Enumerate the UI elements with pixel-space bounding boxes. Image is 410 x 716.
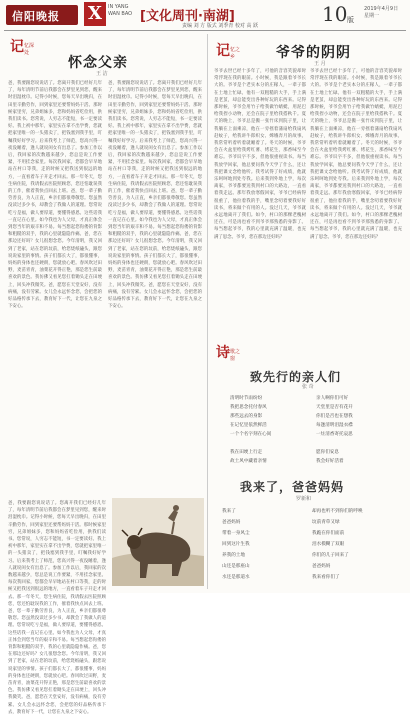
column-logo-left bbox=[10, 36, 35, 56]
poem-line: 你们是否也在想我 bbox=[316, 414, 353, 419]
poem-logo-char: 诗 bbox=[216, 345, 230, 361]
poem-line: 故土风中藏着亲情 bbox=[230, 459, 267, 464]
section-title: [文化周刊·南湖] bbox=[140, 9, 235, 24]
poem-line: 我来看你们了 bbox=[312, 575, 340, 580]
masthead-text: 信阳晚报 bbox=[12, 10, 60, 23]
date-line: 2019年4月9日 bbox=[364, 6, 399, 12]
poem-line: 你们的儿子回来了 bbox=[312, 553, 349, 558]
article-body-right-col2: 爷爷去世已经十多年了，可他的音容笑貌却时常浮现在我的眼前。小时候，我是跟着爷爷长大的。爷爷是个老实本分的庄稼人，一辈子都在土地上忙碌。他有一双粗糙的大手，手上满是老茧，却总能变出各种好玩的东西来。记得那时候，爷爷会用竹子给我做竹蜻蜓，用泥巴给我捏小动物，还会在院子里给我搭秋千。夏天的晚上，爷爷总是搬一张竹床到院子里，让我躺在上面乘凉，他在一旁摇着蒲扇给我扇风赶蚊子，给我讲牛郎织女、嫦娥奔月的故事。我常常听着听着就睡着了。冬天的时候，爷爷会在火盆里给我烤红薯、烤花生，那香味至今难忘。爷爷识字不多，但他很重视读书。每当我放学回家，他总要问我今天学了什么，还让我把课文念给他听。我考试得了好成绩，他就乐呵呵地到处夸我。后来我到外地上学，每次离家，爷爷都要送我到村口的大路边，一直看着我走远。那年我放寒假回家，爷爷已经病得很重了，他拉着我的手，嘴里念叨着要我好好读书，将来做个有用的人。没过几天，爷爷就永远地离开了我们。如今，村口的那棵老槐树还在，可是再也看不到爷爷那熟悉的身影了。每当想起爷爷，我的心里就充满了温暖，也充满了思念。爷爷，您在那边还好吗？ bbox=[310, 69, 402, 240]
poem-line: 我把思念托付春风 bbox=[230, 405, 267, 410]
poem-line: 一炷清香寄托哀思 bbox=[316, 432, 353, 437]
poem-line: 我会好好活着 bbox=[316, 459, 344, 464]
poem-line: 坟前青草又绿 bbox=[312, 520, 340, 525]
poem-line: 爸爸妈妈 bbox=[312, 564, 331, 569]
article-byline-right: 王 月 bbox=[314, 61, 326, 67]
poem-2-col-left bbox=[222, 506, 308, 583]
poem-line: 亲人啊你们可好 bbox=[316, 396, 349, 401]
poem-line: 清明时节雨纷纷 bbox=[230, 396, 263, 401]
editor-credits: 责编 刘 方 版式 刘季青 校对 高 跃 bbox=[182, 23, 259, 29]
poem-line: 那些远去的身影 bbox=[230, 414, 263, 419]
column-divider bbox=[207, 34, 208, 589]
poem-line: 带着一身风尘 bbox=[222, 531, 250, 536]
edition-letter: X bbox=[84, 2, 106, 26]
poem-line: 泪水模糊了双眼 bbox=[312, 542, 345, 547]
poem-1-col-right bbox=[316, 394, 402, 466]
poem-1-col-left bbox=[230, 394, 310, 466]
article-byline-left: 王 洁 bbox=[96, 71, 108, 77]
pinyin-line-2: WAN BAO bbox=[108, 11, 133, 17]
article-title-left: 怀念父亲 bbox=[68, 55, 128, 71]
article-body-left-col3: 爸，我要跟您说说话了。您离开我们已经好几年了，每年清明节前后我都会在梦里见到您，醒来时泪湿枕巾。记得小时候，您每天早出晚归，在田里辛勤劳作，回到家里还要帮妈妈干活。那时候家里穷，兄弟姐妹多，您和妈妈省吃俭用，供我们读书。您常说，人穷志不能短，书一定要读好。我上初中那年，家里实在拿不出学费，您就把家里唯一的一头猪卖了，把钱塞到我手里，叮嘱我好好学习。后来我考上了师范，您高兴得一夜没睡着，逢人就说闺女有出息了。参加工作以后，我回家的次数越来越少，您总是说工作要紧，不用挂念家里。每次我回家，您都会早早地站在村口等我，走的时候又把我送到很远的地方，一直看着车子开走才回去。那一年冬天，您生病住院，我请假去医院照顾您，您还怕耽误我的工作，催着我快点回去上班。爸，您一辈子勤劳善良，为人正直，乡亲们都很尊敬您。您虽然没读过多少书，却教会了我做人的道理。您常说吃亏是福，做人要厚道，要懂得感恩。这些话我一直记在心里。如今我也为人父母，才真正体会到您当年的艰辛和不易。每当想起您佝偻的背影和粗糙的双手，我的心里就隐隐作痛。爸，您在那边还好吗？女儿很想念您。今年清明，我又回到了老家，站在您的坟前，给您烧纸磕头，跟您说说家里的事情。孩子们都长大了，都很懂事，妈妈的身体也还硬朗，您就放心吧。春风吹过田野，麦苗青青，油菜花开得正艳，那是您生前最喜欢的景色。我仿佛又看见您扛着锄头走在田埂上，回头冲我微笑。爸，愿您在天堂安好，没有病痛，没有劳累。女儿会永远怀念您，会把您的好品格传承下去，教育好下一代，让您在九泉之下安心。 bbox=[8, 501, 106, 715]
poem-logo-sub: 歌之窗 bbox=[230, 349, 241, 362]
masthead-logo bbox=[6, 5, 78, 25]
poem-title-2: 我来了，爸爸妈妈 bbox=[240, 480, 345, 494]
column-logo-char: 记 bbox=[10, 39, 24, 55]
poem-line: 每逢清明泪湿衣襟 bbox=[316, 423, 353, 428]
poem-line: 回到这片生我 bbox=[222, 542, 250, 547]
edition-pinyin bbox=[108, 4, 132, 18]
article-body-left-col2: 爸，我要跟您说说话了。您离开我们已经好几年了，每年清明节前后我都会在梦里见到您，醒来时泪湿枕巾。记得小时候，您每天早出晚归，在田里辛勤劳作，回到家里还要帮妈妈干活。那时候家里穷，兄弟姐妹多，您和妈妈省吃俭用，供我们读书。您常说，人穷志不能短，书一定要读好。我上初中那年，家里实在拿不出学费，您就把家里唯一的一头猪卖了，把钱塞到我手里，叮嘱我好好学习。后来我考上了师范，您高兴得一夜没睡着，逢人就说闺女有出息了。参加工作以后，我回家的次数越来越少，您总是说工作要紧，不用挂念家里。每次我回家，您都会早早地站在村口等我，走的时候又把我送到很远的地方，一直看着车子开走才回去。那一年冬天，您生病住院，我请假去医院照顾您，您还怕耽误我的工作，催着我快点回去上班。爸，您一辈子勤劳善良，为人正直，乡亲们都很尊敬您。您虽然没读过多少书，却教会了我做人的道理。您常说吃亏是福，做人要厚道，要懂得感恩。这些话我一直记在心里。如今我也为人父母，才真正体会到您当年的艰辛和不易。每当想起您佝偻的背影和粗糙的双手，我的心里就隐隐作痛。爸，您在那边还好吗？女儿很想念您。今年清明，我又回到了老家，站在您的坟前，给您烧纸磕头，跟您说说家里的事情。孩子们都长大了，都很懂事，妈妈的身体也还硬朗，您就放心吧。春风吹过田野，麦苗青青，油菜花开得正艳，那是您生前最喜欢的景色。我仿佛又看见您扛着锄头走在田埂上，回头冲我微笑。爸，愿您在天堂安好，没有病痛，没有劳累。女儿会永远怀念您，会把您的好品格传承下去，教育好下一代，让您在九泉之下安心。 bbox=[108, 81, 202, 310]
poem-line bbox=[230, 439, 310, 448]
poem-2-col-right bbox=[312, 506, 404, 583]
poem-line: 我跪在你们面前 bbox=[312, 531, 345, 536]
poem-line: 一个个名字刻在心间 bbox=[230, 432, 272, 437]
column-logo-right bbox=[216, 40, 241, 60]
article-body-left-col1: 爸，我要跟您说说话了。您离开我们已经好几年了，每年清明节前后我都会在梦里见到您，醒来时泪湿枕巾。记得小时候，您每天早出晚归，在田里辛勤劳作，回到家里还要帮妈妈干活。那时候家里穷，兄弟姐妹多，您和妈妈省吃俭用，供我们读书。您常说，人穷志不能短，书一定要读好。我上初中那年，家里实在拿不出学费，您就把家里唯一的一头猪卖了，把钱塞到我手里，叮嘱我好好学习。后来我考上了师范，您高兴得一夜没睡着，逢人就说闺女有出息了。参加工作以后，我回家的次数越来越少，您总是说工作要紧，不用挂念家里。每次我回家，您都会早早地站在村口等我，走的时候又把我送到很远的地方，一直看着车子开走才回去。那一年冬天，您生病住院，我请假去医院照顾您，您还怕耽误我的工作，催着我快点回去上班。爸，您一辈子勤劳善良，为人正直，乡亲们都很尊敬您。您虽然没读过多少书，却教会了我做人的道理。您常说吃亏是福，做人要厚道，要懂得感恩。这些话我一直记在心里。如今我也为人父母，才真正体会到您当年的艰辛和不易。每当想起您佝偻的背影和粗糙的双手，我的心里就隐隐作痛。爸，您在那边还好吗？女儿很想念您。今年清明，我又回到了老家，站在您的坟前，给您烧纸磕头，跟您说说家里的事情。孩子们都长大了，都很懂事，妈妈的身体也还硬朗，您就放心吧。春风吹过田野，麦苗青青，油菜花开得正艳，那是您生前最喜欢的景色。我仿佛又看见您扛着锄头走在田埂上，回头冲我微笑。爸，愿您在天堂安好，没有病痛，没有劳累。女儿会永远怀念您，会把您的好品格传承下去，教育好下一代，让您在九泉之下安心。 bbox=[8, 81, 102, 310]
poem-line: 我在田埂上行走 bbox=[230, 450, 263, 455]
poem-author-1: 张 奇 bbox=[302, 384, 314, 390]
poem-logo bbox=[216, 342, 241, 362]
page-header bbox=[4, 2, 406, 32]
poem-line: 在记忆里依然鲜活 bbox=[230, 423, 267, 428]
poem-line: 水还是那道水 bbox=[222, 575, 250, 580]
ox-illustration bbox=[112, 498, 204, 586]
poem-line: 天堂里是否有花开 bbox=[316, 405, 353, 410]
issue-date bbox=[364, 6, 410, 20]
poem-line: 却再也听不到你们的呼唤 bbox=[312, 509, 363, 514]
page-unit: 版 bbox=[347, 16, 354, 24]
weekday-line: 星期一 bbox=[364, 13, 380, 19]
poem-line: 愿你们安息 bbox=[316, 450, 339, 455]
poem-line: 山还是那座山 bbox=[222, 564, 250, 569]
poem-line: 爸爸妈妈 bbox=[222, 520, 241, 525]
poem-author-2: 罗新和 bbox=[296, 496, 312, 502]
header-rule bbox=[4, 30, 406, 31]
column-logo-sub: 忆之乡 bbox=[230, 47, 241, 60]
page-number: 10 bbox=[322, 2, 348, 26]
article-title-right: 爷爷的阴阴 bbox=[276, 45, 351, 61]
column-logo-sub: 忆深处 bbox=[24, 43, 35, 56]
poem-line bbox=[316, 439, 402, 448]
column-logo-char: 记 bbox=[216, 43, 230, 59]
article-body-right-col1: 爷爷去世已经十多年了，可他的音容笑貌却时常浮现在我的眼前。小时候，我是跟着爷爷长大的。爷爷是个老实本分的庄稼人，一辈子都在土地上忙碌。他有一双粗糙的大手，手上满是老茧，却总能变出各种好玩的东西来。记得那时候，爷爷会用竹子给我做竹蜻蜓，用泥巴给我捏小动物，还会在院子里给我搭秋千。夏天的晚上，爷爷总是搬一张竹床到院子里，让我躺在上面乘凉，他在一旁摇着蒲扇给我扇风赶蚊子，给我讲牛郎织女、嫦娥奔月的故事。我常常听着听着就睡着了。冬天的时候，爷爷会在火盆里给我烤红薯、烤花生，那香味至今难忘。爷爷识字不多，但他很重视读书。每当我放学回家，他总要问我今天学了什么，还让我把课文念给他听。我考试得了好成绩，他就乐呵呵地到处夸我。后来我到外地上学，每次离家，爷爷都要送我到村口的大路边，一直看着我走远。那年我放寒假回家，爷爷已经病得很重了，他拉着我的手，嘴里念叨着要我好好读书，将来做个有用的人。没过几天，爷爷就永远地离开了我们。如今，村口的那棵老槐树还在，可是再也看不到爷爷那熟悉的身影了。每当想起爷爷，我的心里就充满了温暖，也充满了思念。爷爷，您在那边还好吗？ bbox=[214, 69, 306, 240]
poem-line: 养我的土地 bbox=[222, 553, 245, 558]
poem-line: 我来了 bbox=[222, 509, 236, 514]
poem-title-1: 致先行的亲人们 bbox=[250, 370, 342, 384]
pinyin-line-1: IN YANG bbox=[108, 4, 129, 10]
